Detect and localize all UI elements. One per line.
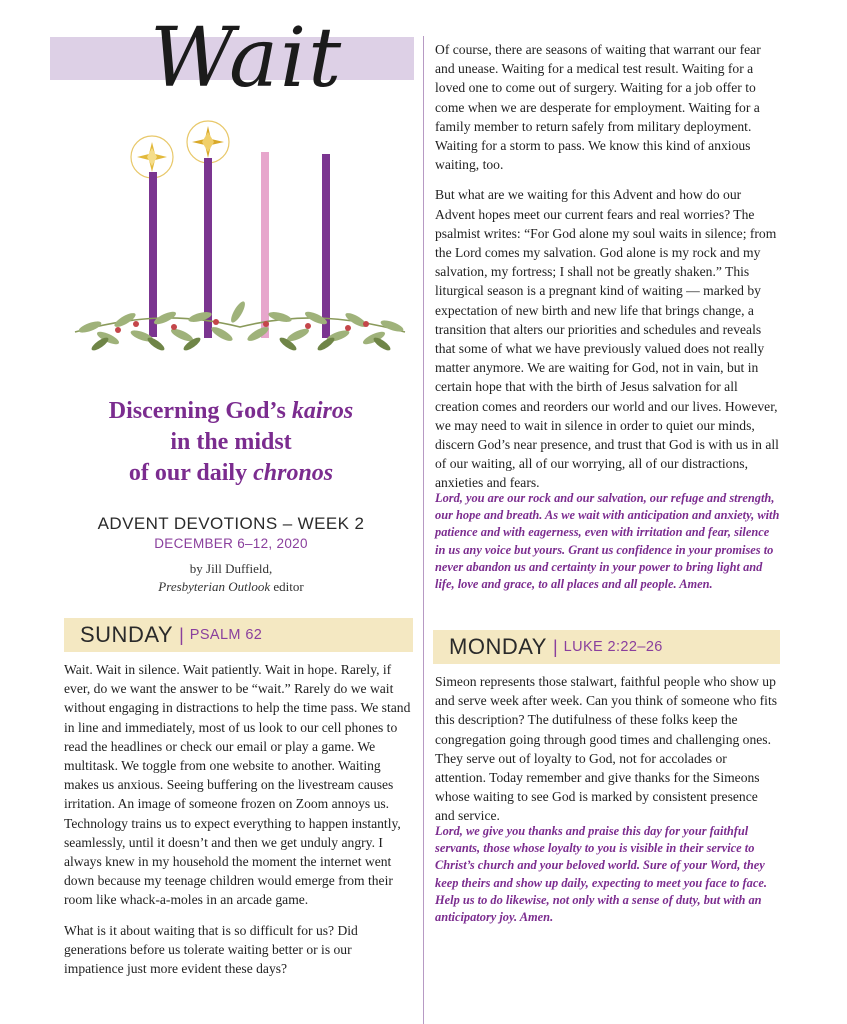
candle-flame-2-icon xyxy=(192,126,224,158)
subtitle-line3-text: of our daily xyxy=(128,460,254,486)
series-kicker: ADVENT DEVOTIONS – WEEK 2 xyxy=(97,514,365,533)
subtitle-line1-text: Discerning God’s xyxy=(108,398,292,424)
subtitle-line2: in the midst xyxy=(170,429,292,455)
byline-author: by Jill Duffield, xyxy=(189,561,273,576)
candle-flame-1-icon xyxy=(137,142,167,172)
byline-publication: Presbyterian Outlook xyxy=(158,579,271,594)
candle-purple-4 xyxy=(322,154,330,338)
sunday-paragraph-1: Wait. Wait in silence. Wait patiently. Wait in hope. Rarely, if ever, do we want the answer to be “wait.” Rarely do we wait without engaging in distractions to help the time pass. We stand in line and immediately, most of us look to our cell phones to read the headlines or check our email or play a game. We multitask. We toggle from one website to another. Waiting makes us anxious. Seeing buffering on the livestream causes irritation. An image of someone frozen on Zoom annoys us. Technology trains us to expect everything to happen instantly, seamlessly, until it doesn’t and then we get unduly angry. I always knew in my household the moment the internet went down because my teenage children would emerge from their room like whack-a-moles in an arcade game. xyxy=(64,662,411,908)
monday-separator: | xyxy=(552,636,558,657)
subtitle-chronos: chronos xyxy=(253,460,334,486)
monday-paragraph-1: Simeon represents those stalwart, faithful people who show up and serve week after week. Can you think of someone who fits this description? The dutifulness of these folks keep the congregation going through good times and challenging ones. They serve out of loyalty to God, not for accolades or attention. Today remember and give thanks for the Simeons whose waiting to see God is marked by consistent presence and service. xyxy=(435,674,778,824)
sunday-day-label: SUNDAY xyxy=(80,622,174,647)
page-title: Wait xyxy=(150,11,344,106)
sunday-paragraph-2: What is it about waiting that is so difficult for us? Did generations before us tolerate waiting better or is our impatience just more evident these days? xyxy=(64,922,358,977)
candle-purple-2 xyxy=(204,158,212,338)
byline-role: editor xyxy=(270,579,304,594)
monday-header xyxy=(433,630,780,664)
advent-candles-illustration xyxy=(70,112,410,382)
sunday-scripture-ref: PSALM 62 xyxy=(189,627,263,643)
monday-day-label: MONDAY xyxy=(449,634,547,659)
monday-scripture-ref: LUKE 2:22–26 xyxy=(563,639,663,655)
olive-branch-wreath xyxy=(75,300,405,353)
candle-pink xyxy=(261,152,269,338)
byline xyxy=(48,560,414,596)
column-divider xyxy=(423,36,424,1024)
sunday-prayer: Lord, you are our rock and our salvation, our refuge and strength, our hope and breath. As we wait with anticipation and anxiety, with patience and with eagerness, even with irritation and fear, silence in us any voice but yours. Grant us confidence in your promises to never abandon us and certainty in your power to bring light and life, love and grace, to all places and all people. Amen. xyxy=(435,491,780,592)
sunday-cont-paragraph-1: Of course, there are seasons of waiting that warrant our fear and unease. Waiting for a medical test result. Waiting for a loved one to come out of surgery. Waiting for a job offer to come when we are desperate for employment. Waiting for a family member to return safely from military deployment. Waiting for a storm to pass. We know this kind of anxious waiting, too. xyxy=(435,42,761,173)
series-dates: DECEMBER 6–12, 2020 xyxy=(154,536,308,551)
sunday-cont-paragraph-2: But what are we waiting for this Advent and how do our Advent hopes meet our current fears and real worries? The psalmist writes: “For God alone my soul waits in silence; from the Lord comes my salvation. God alone is my rock and my salvation, my fortress; I shall not be greatly shaken.” This liturgical season is a pregnant kind of waiting — marked by expectation of new birth and new life that brings change, a transition that alters our priorities and schedules and reveals that some of what we have previously valued does not really matter anymore. We are waiting for God, not in vain, but in certain hope that with the birth of Jesus salvation for all creation comes and reorders our world and our lives. However, we may need to wait in silence in order to quiet our minds, discern God’s near presence, and trust that God is with us in all of our waiting, all of our worrying, all of our distractions, anxieties and fears. xyxy=(435,187,779,491)
sunday-continued-body xyxy=(435,40,780,504)
monday-prayer: Lord, we give you thanks and praise this day for your faithful servants, those whose loyalty to you is visible in their service to Christ’s church and your beloved world. Sure of your Word, they keep theirs and show up daily, expecting to meet you face to face. Help us to do likewise, not only with a sense of duty, but with an anticipatory joy. Amen. xyxy=(435,824,767,925)
sunday-body xyxy=(64,660,414,989)
subtitle-kairos: kairos xyxy=(291,398,354,424)
candle-purple-1 xyxy=(149,172,157,337)
sunday-separator: | xyxy=(179,624,184,645)
sunday-header xyxy=(64,618,413,652)
monday-body xyxy=(435,672,780,837)
intro-subtitle xyxy=(48,396,414,489)
